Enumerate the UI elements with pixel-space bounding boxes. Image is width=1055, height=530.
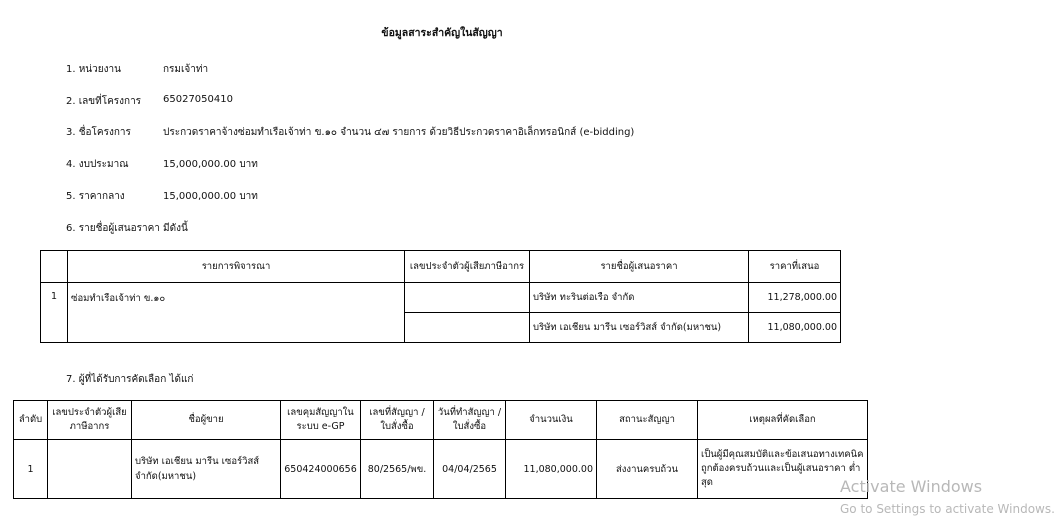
info-budget (66, 157, 258, 172)
column-header: ราคาที่เสนอ (749, 251, 841, 283)
info-label: 1. หน่วยงาน (66, 64, 121, 75)
item-number: 1 (41, 283, 68, 343)
column-header: ลำดับ (14, 401, 48, 440)
table-header-row (14, 401, 868, 440)
section-bidders-heading: 6. รายชื่อผู้เสนอราคา มีดังนี้ (66, 223, 188, 234)
contract-status: ส่งงานครบถ้วน (597, 440, 698, 499)
item-name: ซ่อมทำเรือเจ้าท่า ข.๑๐ (68, 283, 405, 343)
bidders-table (40, 250, 841, 343)
info-value: 65027050410 (163, 94, 233, 105)
column-header: รายการพิจารณา (68, 251, 405, 283)
info-project-number (66, 94, 233, 109)
contract-number: 80/2565/พข. (361, 440, 434, 499)
info-median-price (66, 189, 258, 204)
bid-price: 11,080,000.00 (749, 313, 841, 343)
column-header: วันที่ทำสัญญา / ใบสั่งซื้อ (434, 401, 506, 440)
bidder-name: บริษัท เอเชียน มารีน เซอร์วิสส์ จำกัด(มหาชน) (530, 313, 749, 343)
info-value: 15,000,000.00 บาท (163, 159, 258, 170)
info-project-name (66, 125, 634, 140)
section-selected-heading: 7. ผู้ที่ได้รับการคัดเลือก ได้แก่ (66, 374, 194, 385)
selection-reason: เป็นผู้มีคุณสมบัติและข้อเสนอทางเทคนิคถูกต้องครบถ้วนและเป็นผู้เสนอราคา ต่ำสุด (698, 440, 868, 499)
table-header-row (41, 251, 841, 283)
info-label: 3. ชื่อโครงการ (66, 127, 131, 138)
column-header: สถานะสัญญา (597, 401, 698, 440)
column-header: เลขประจำตัวผู้เสียภาษีอากร (405, 251, 530, 283)
column-header: เหตุผลที่คัดเลือก (698, 401, 868, 440)
tax-id-cell (405, 283, 530, 313)
bid-price: 11,278,000.00 (749, 283, 841, 313)
info-value: กรมเจ้าท่า (163, 64, 209, 75)
row-number: 1 (14, 440, 48, 499)
tax-id-cell (405, 313, 530, 343)
info-label: 4. งบประมาณ (66, 159, 129, 170)
bidder-name: บริษัท ทะรินต่อเรือ จำกัด (530, 283, 749, 313)
column-header: เลขที่สัญญา / ใบสั่งซื้อ (361, 401, 434, 440)
column-header: ชื่อผู้ขาย (132, 401, 281, 440)
table-row (14, 440, 868, 499)
watermark-line1: Activate Windows (840, 477, 983, 496)
contract-date: 04/04/2565 (434, 440, 506, 499)
egp-control-number: 650424000656 (281, 440, 361, 499)
watermark-line2: Go to Settings to activate Windows. (840, 502, 1055, 516)
column-header: เลขคุมสัญญาในระบบ e-GP (281, 401, 361, 440)
tax-id-cell (48, 440, 132, 499)
info-label: 5. ราคากลาง (66, 191, 125, 202)
info-value: ประกวดราคาจ้างซ่อมทำเรือเจ้าท่า ข.๑๐ จำนวน ๔๗ รายการ ด้วยวิธีประกวดราคาอิเล็กทรอนิกส์ (e-bidding) (163, 127, 635, 138)
activate-windows-watermark (840, 476, 1055, 520)
info-label: 2. เลขที่โครงการ (66, 96, 142, 107)
info-agency (66, 62, 208, 77)
column-header (41, 251, 68, 283)
table-row (41, 283, 841, 313)
column-header: จำนวนเงิน (506, 401, 597, 440)
selected-vendor-table (13, 400, 868, 499)
contract-amount: 11,080,000.00 (506, 440, 597, 499)
column-header: รายชื่อผู้เสนอราคา (530, 251, 749, 283)
info-value: 15,000,000.00 บาท (163, 191, 258, 202)
document-title: ข้อมูลสาระสำคัญในสัญญา (381, 27, 503, 39)
column-header: เลขประจำตัวผู้เสียภาษีอากร (48, 401, 132, 440)
seller-name: บริษัท เอเชียน มารีน เซอร์วิสส์ จำกัด(มหาชน) (132, 440, 281, 499)
